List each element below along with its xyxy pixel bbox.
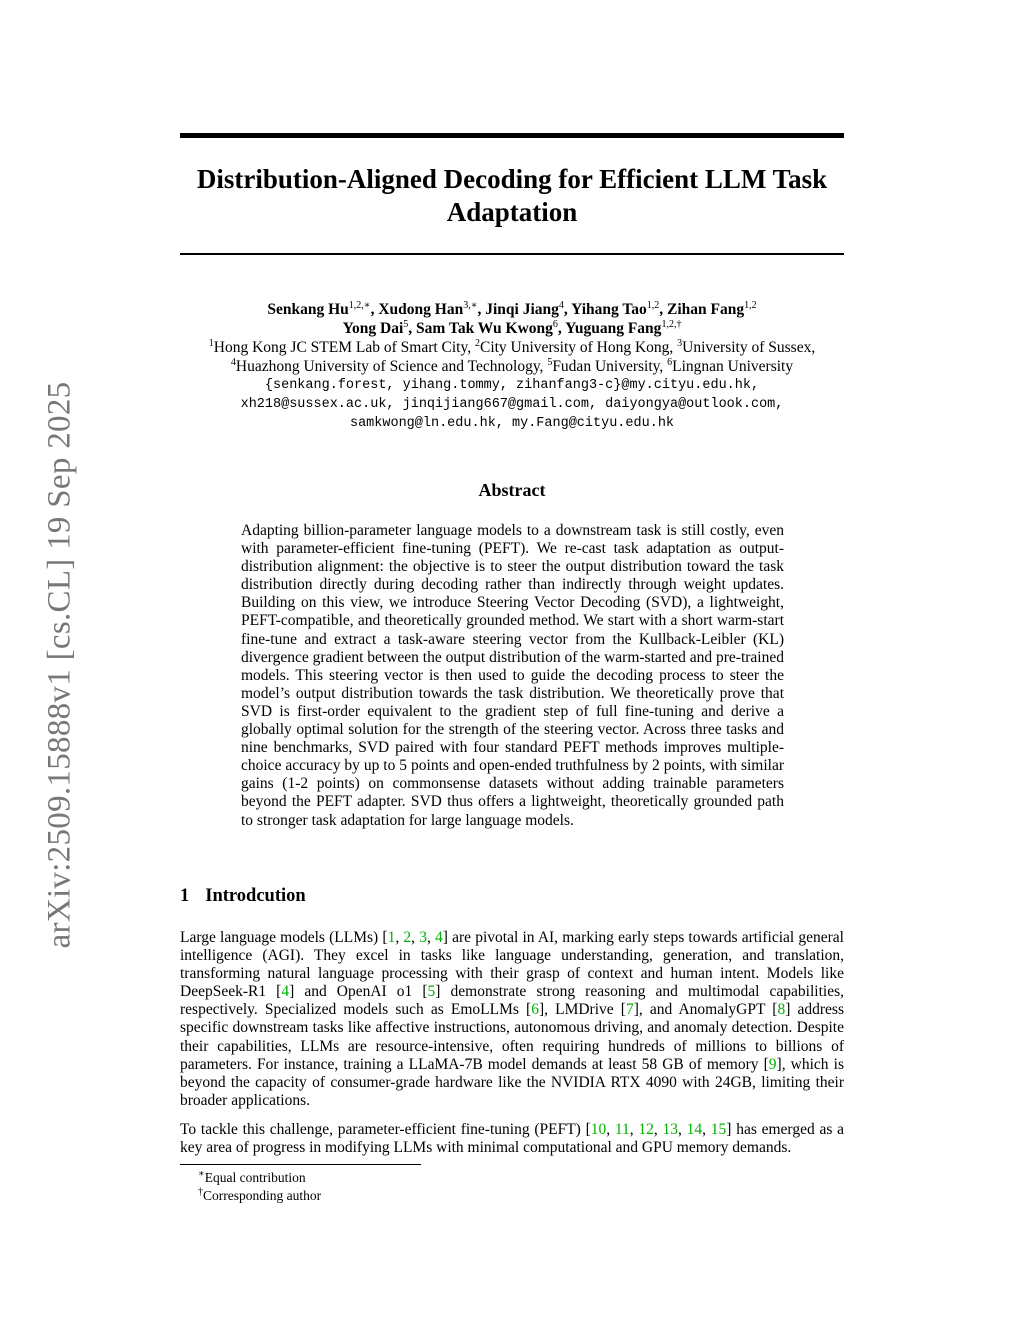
section-title: Introdcution (205, 886, 306, 906)
footnote-rule (180, 1164, 421, 1165)
citation-link[interactable]: 10 (590, 1121, 607, 1138)
footnote-equal-contribution (198, 1170, 306, 1186)
author-name: Jinqi Jiang (485, 301, 559, 318)
author-name: Zihan Fang (667, 301, 745, 318)
intro-paragraph: Large language models (LLMs) [1, 2, 3, 4] are pivotal in AI, marking early steps towards artificial general intelligence (AGI). They excel in tasks like language understanding, generation, and translation, transforming natural language processing with their grasp of context and human intent. Models like DeepSeek-R1 [4] and OpenAI o1 [5] demonstrate strong reasoning and multimodal capabilities, respectively. Specialized models such as EmoLLMs [6], LMDrive [7], and AnomalyGPT [8] address specific downstream tasks like affective instructions, autonomous driving, and anomaly detection. Despite their capabilities, LLMs are resource-intensive, often requiring hundreds of millions to billions of parameters. For instance, training a LLaMA-7B model demands at least 58 GB of memory [9], which is beyond the capacity of consumer-grade hardware like the NVIDIA RTX 4090 with 24GB, limiting their broader applications. (180, 929, 844, 1109)
email-line: samkwong@ln.edu.hk, my.Fang@cityu.edu.hk (349, 416, 675, 431)
author-name: Yihang Tao (571, 301, 647, 318)
intro-paragraph: To tackle this challenge, parameter-efficient fine-tuning (PEFT) [10, 11, 12, 13, 14, 15] has emerged as a key area of progress in modifying LLMs with minimal computational and GPU memory demands. (180, 1121, 844, 1157)
citation-link[interactable]: 3 (419, 929, 427, 946)
paragraph-text: ] and OpenAI o1 [ (289, 983, 428, 1001)
paragraph-text: ] address specific downstream tasks like affective instructions, autonomous driving, and anomaly detection. Despite their capabilities, LLMs are resource-intensive, often requiring hundreds of millions to billions of parameters. For instance, training a LLaMA-7B model demands at least 58 GB of memory [ (180, 1001, 844, 1073)
title-top-rule (180, 133, 844, 138)
email-line: {senkang.forest, yihang.tommy, zihanfang3-c}@my.cityu.edu.hk, (264, 378, 760, 393)
author-affiliation-mark: 1,2,† (661, 318, 682, 330)
paragraph-text: ] are pivotal in AI, marking early steps towards artificial general intelligence (AGI). They excel in tasks like language understanding, generation, and translation, transforming natural language processing with their grasp of context and human intent. Models like DeepSeek-R1 [ (180, 929, 844, 1001)
footnote-corresponding-author (198, 1188, 321, 1204)
footnote-text: Corresponding author (203, 1188, 322, 1203)
citation-link[interactable]: 14 (686, 1121, 703, 1138)
paragraph-text: Large language models (LLMs) [ (180, 929, 388, 946)
affiliation: University of Sussex, (682, 339, 816, 356)
citation-link[interactable]: 11 (614, 1121, 630, 1138)
section-number: 1 (180, 886, 190, 906)
author-name: Sam Tak Wu Kwong (416, 320, 553, 337)
paragraph-text: ], which is beyond the capacity of consumer-grade hardware like the NVIDIA RTX 4090 with 24GB, limiting their broader applications. (180, 1055, 844, 1109)
affiliation: Hong Kong JC STEM Lab of Smart City, (213, 339, 472, 356)
footnote-mark: † (198, 1186, 203, 1198)
affiliation: City University of Hong Kong, (479, 339, 674, 356)
affiliations (150, 338, 874, 376)
author-name: Yong Dai (342, 320, 404, 337)
author-block (150, 300, 874, 433)
author-affiliation-mark: 5 (403, 318, 409, 330)
affiliation-mark: 4 (230, 356, 236, 368)
affiliation: Lingnan University (672, 358, 794, 375)
abstract-heading: Abstract (478, 480, 546, 500)
footnote-text: Equal contribution (204, 1170, 306, 1185)
citation-link[interactable]: 12 (638, 1121, 654, 1138)
citation-link[interactable]: 4 (281, 983, 290, 1001)
author-affiliation-mark: 1,2,∗ (348, 299, 371, 311)
paragraph-text: To tackle this challenge, parameter-efficient fine-tuning (PEFT) [ (180, 1121, 591, 1138)
paragraph-text: ] has emerged as a key area of progress in modifying LLMs with minimal computational and GPU memory demands. (180, 1121, 844, 1157)
affiliation: Fudan University, (552, 358, 664, 375)
affiliation-mark: 2 (474, 337, 480, 349)
citation-link[interactable]: 13 (662, 1121, 679, 1138)
arxiv-identifier-stamp: arXiv:2509.15888v1 [cs.CL] 19 Sep 2025 (41, 381, 78, 949)
author-affiliation-mark: 3,∗ (463, 299, 478, 311)
author-affiliation-mark: 6 (552, 318, 558, 330)
title-bottom-rule (180, 253, 844, 255)
citation-link[interactable]: 2 (403, 929, 412, 946)
paragraph-text: ], LMDrive [ (538, 1001, 626, 1019)
affiliation-mark: 3 (677, 337, 683, 349)
citation-link[interactable]: 1 (387, 929, 396, 946)
author-affiliation-mark: 1,2 (646, 299, 660, 311)
citation-link[interactable]: 15 (710, 1121, 727, 1138)
author-name: Yuguang Fang (565, 320, 662, 337)
affiliation: Huazhong University of Science and Technology, (235, 358, 544, 375)
citation-link[interactable]: 7 (625, 1001, 634, 1019)
paper-title: Distribution-Aligned Decoding for Efficient LLM Task Adaptation (196, 164, 828, 227)
citation-link[interactable]: 8 (777, 1001, 786, 1019)
section-heading (180, 886, 306, 907)
citation-link[interactable]: 4 (435, 929, 443, 946)
citation-link[interactable]: 5 (427, 983, 436, 1001)
author-names: Senkang $Hu^{1,2,∗}$, Xudong Han$^{3,∗}$, Jinqi Jiang$^4$, Yihang Tao$^{1,2}$, Zihan Fang$^{1,2}$ Yong Dai$^5$, Sam Tak Wu Kwong$^6$, Yuguang Fang$^{1,2,\dagger}$ (267, 299, 757, 337)
affiliation-mark: 1 (208, 337, 214, 349)
author-name: Xudong Han (378, 301, 464, 318)
author-affiliation-mark: 4 (558, 299, 564, 311)
paragraph-text: ], and AnomalyGPT [ (633, 1001, 778, 1019)
footnote-mark: ∗ (198, 1168, 205, 1180)
affiliation-mark: 6 (667, 356, 673, 368)
paragraph-text: ] demonstrate strong reasoning and multimodal capabilities, respectively. Specialized models such as EmoLLMs [ (180, 983, 844, 1019)
author-affiliation-mark: 1,2 (744, 299, 757, 311)
citation-link[interactable]: 6 (531, 1001, 539, 1019)
affiliation-mark: 5 (547, 356, 553, 368)
email-line: xh218@sussex.ac.uk, jinqijiang667@gmail.com, daiyongya@outlook.com, (240, 397, 784, 412)
abstract-text: Adapting billion-parameter language models to a downstream task is still costly, even with parameter-efficient fine-tuning (PEFT). We re-cast task adaptation as output-distribution alignment: the objective is to steer the output distribution toward the task distribution directly during decoding rather than indirectly through weight updates. Building on this view, we introduce Steering Vector Decoding (SVD), a lightweight, PEFT-compatible, and theoretically grounded method. We start with a short warm-start fine-tune and extract a task-aware steering vector from the Kullback-Leibler (KL) divergence gradient between the output distribution of the warm-started and pre-trained models. This steering vector is then used to guide the decoding process to steer the model’s output distribution towards the task distribution. We theoretically prove that SVD is first-order equivalent to the gradient step of full fine-tuning and derive a globally optimal solution for the strength of the steering vector. Across three tasks and nine benchmarks, SVD paired with four standard PEFT methods improves multiple-choice accuracy by up to 5 points and open-ended truthfulness by 2 points, with similar gains (1-2 points) on commonsense datasets without adding trainable parameters beyond the PEFT adapter. SVD thus offers a lightweight, theoretically grounded path to stronger task adaptation for large language models. (241, 522, 784, 829)
citation-link[interactable]: 9 (768, 1055, 777, 1073)
author-name: Senkang Hu (267, 301, 349, 318)
